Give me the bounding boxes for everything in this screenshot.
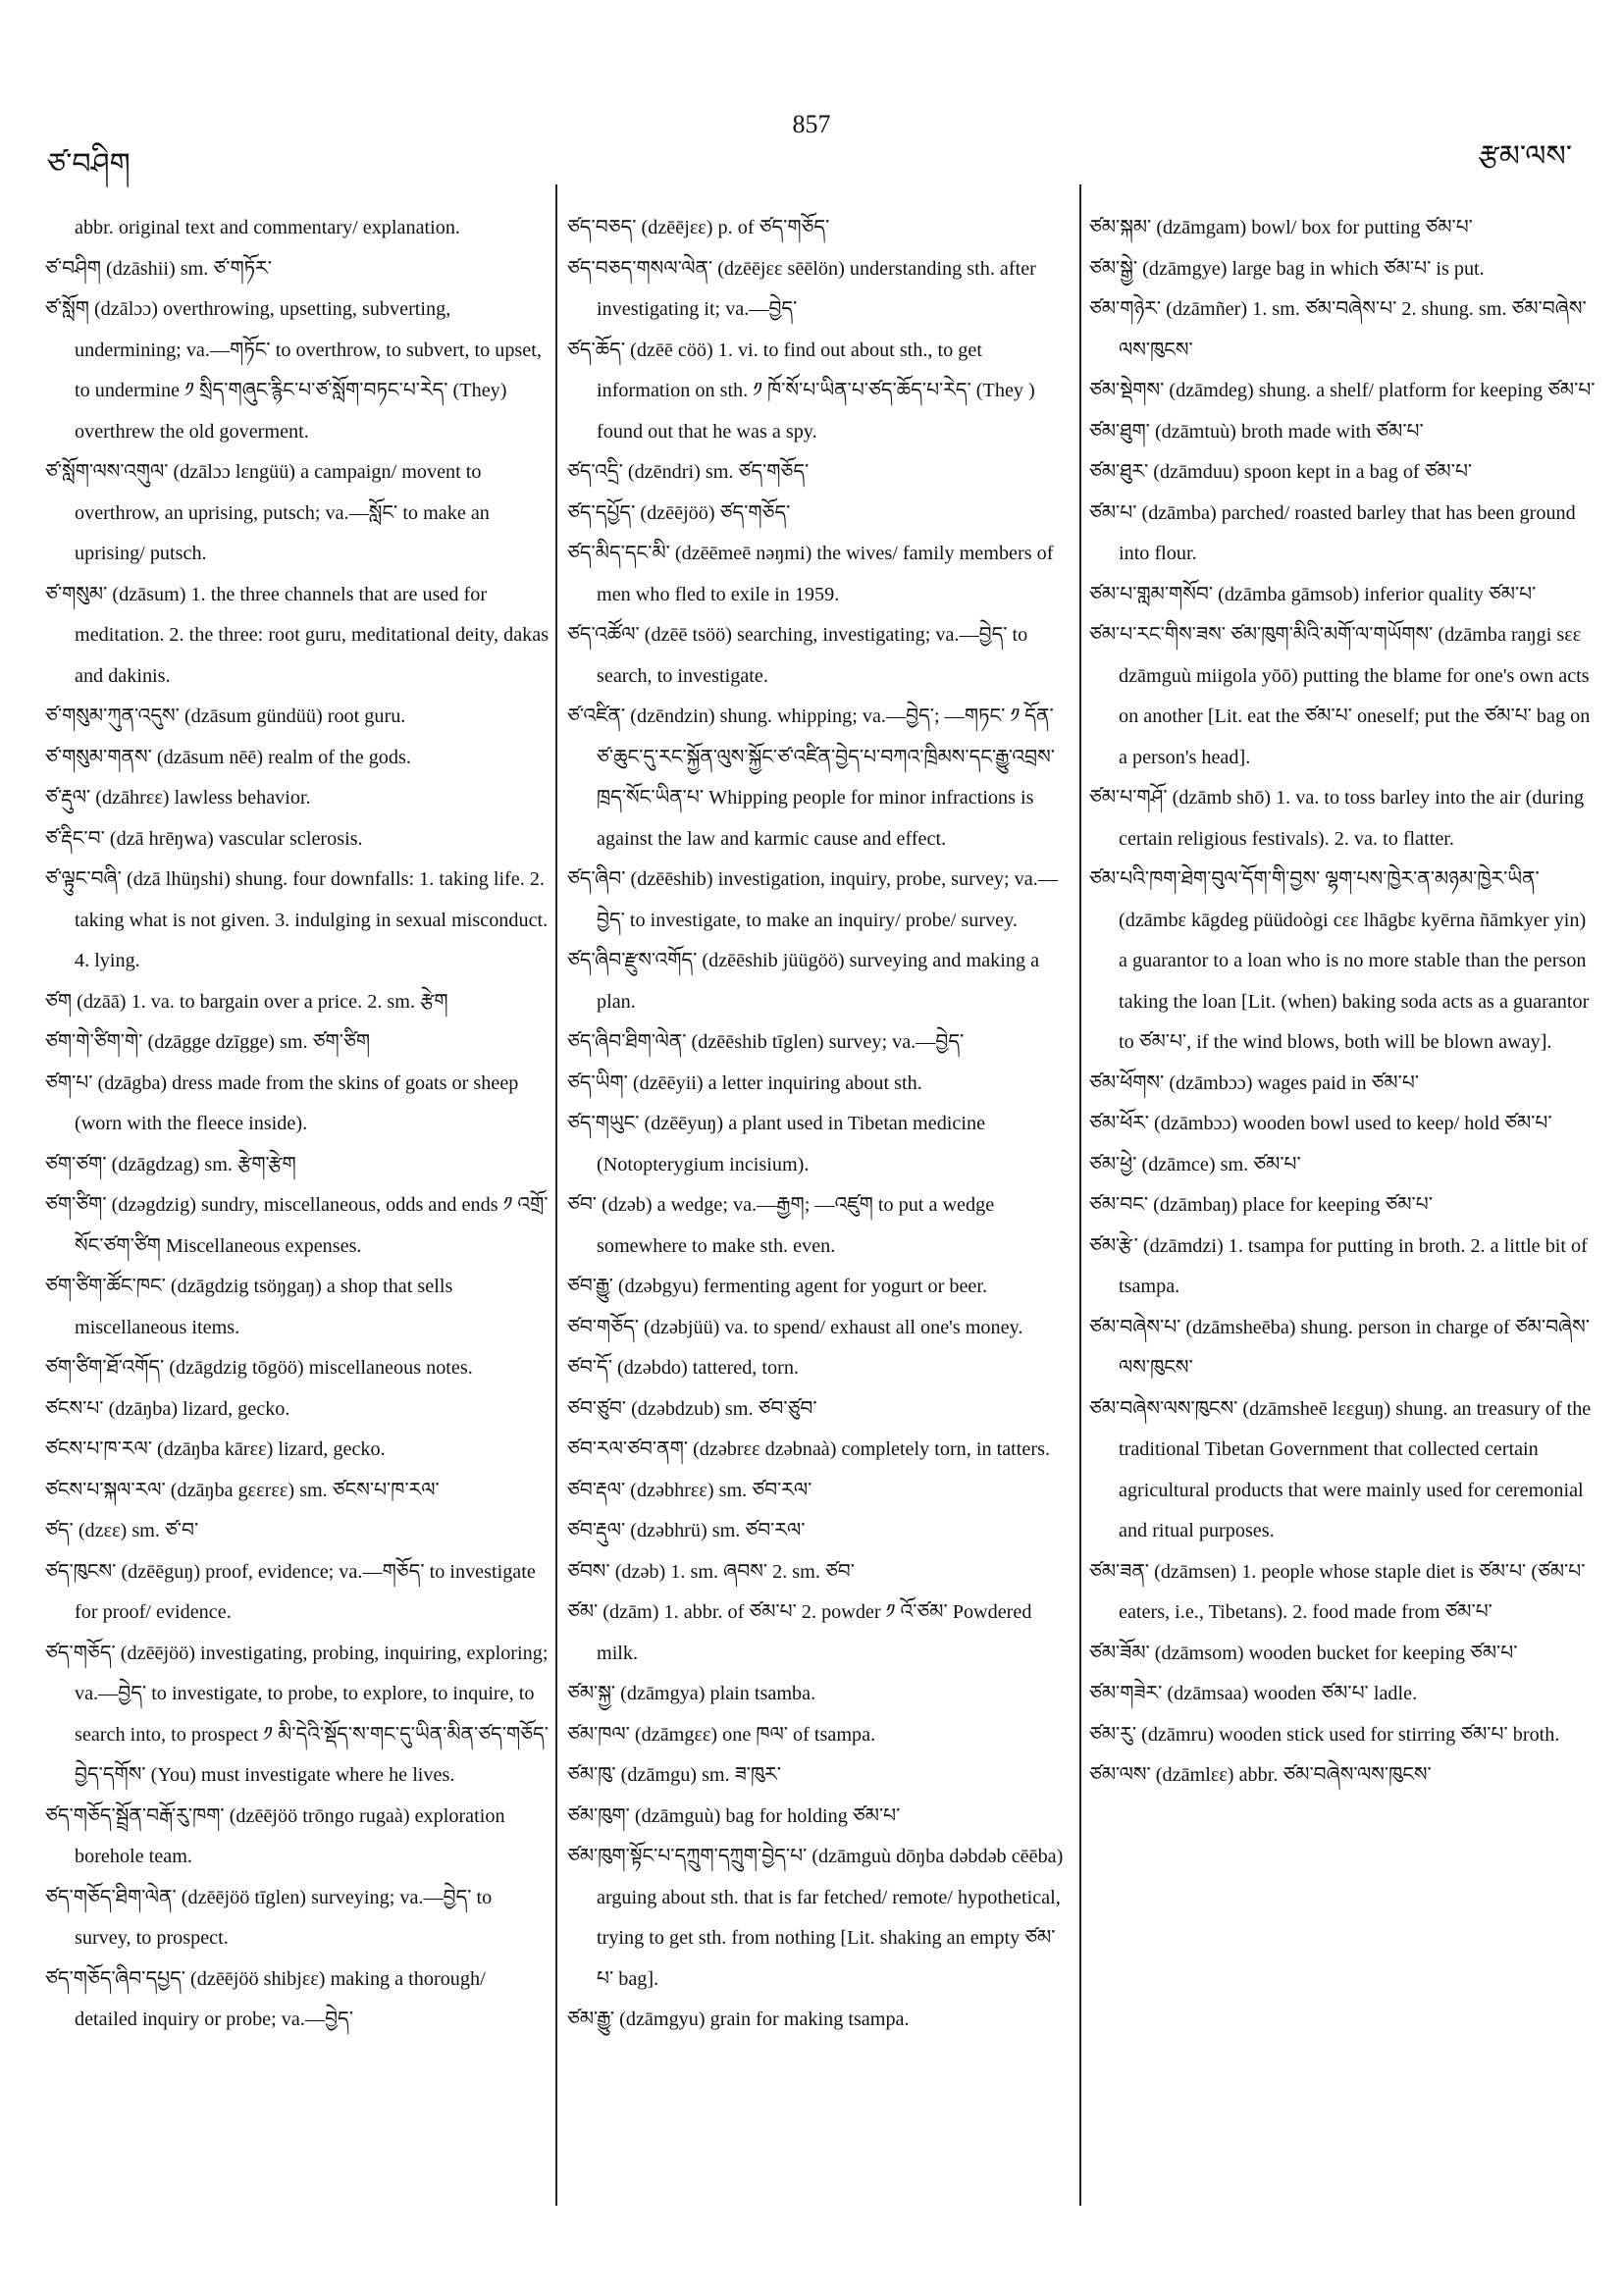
- dictionary-entry: ཙད་ཁུངས་ (dzēēguŋ) proof, evidence; va.—གཅོད་ to investigate for proof/ evidence.: [45, 1560, 536, 1623]
- dictionary-entry: ཙམ་རྒྱུ་ (dzāmgyu) grain for making tsampa.: [567, 2009, 910, 2030]
- dictionary-entry: ཙམ་བཞེས་ལས་ཁུངས་ (dzāmsheē lɛɛguŋ) shung. an treasury of the traditional Tibetan Government that collected certain agricultural products that were mainly used for ceremonial and ritual purposes.: [1089, 1397, 1592, 1541]
- dictionary-entry: ཙམ་ (dzām) 1. abbr. of ཙམ་པ་ 2. powder ༡ འོ་ཙམ་ Powdered milk.: [567, 1601, 1032, 1664]
- dictionary-entry: ཙད་མིད་དང་མི་ (dzēēmeē nəŋmi) the wives/ family members of men who fled to exile in 1959.: [567, 543, 1054, 605]
- dictionary-entry: ཙམ་ཁུག་ (dzāmguù) bag for holding ཙམ་པ་: [567, 1804, 901, 1827]
- dictionary-entry: ཙ་རྡུལ་ (dzāhrɛɛ) lawless behavior.: [45, 787, 311, 809]
- dictionary-entry: ཙད་ཞིབ་ཐིག་ལེན་ (dzēēshib tīglen) survey; va.—བྱེད་: [567, 1031, 965, 1053]
- column-divider: [555, 184, 557, 2206]
- dictionary-entry: ཙམ་སྐྱ་ (dzāmgya) plain tsamba.: [567, 1683, 816, 1704]
- dictionary-entry: ཙ་གསུམ་གནས་ (dzāsum nēē) realm of the gods.: [45, 746, 411, 768]
- dictionary-entry: ཙད་ཞིབ་རྫུས་འགོད་ (dzēēshib jüügöö) surveying and making a plan.: [567, 950, 1040, 1013]
- guide-word-left: ཙ་བཤིག: [47, 148, 131, 181]
- dictionary-entry: ཙམ་ཕོགས་ (dzāmbɔɔ) wages paid in ཙམ་པ་: [1089, 1071, 1420, 1094]
- dictionary-entry: ཙམ་རུ་ (dzāmru) wooden stick used for stirring ཙམ་པ་ broth.: [1089, 1723, 1560, 1746]
- dictionary-entry: ཙ་རྡིང་བ་ (dzā hrēŋwa) vascular sclerosis.: [45, 827, 363, 850]
- dictionary-entry: ཙ་ལྟུང་བཞི་ (dzā lhüŋshi) shung. four downfalls: 1. taking life. 2. taking what is not given. 3. indulging in sexual misconduct. 4. lying.: [45, 868, 549, 971]
- dictionary-entry: ཙད་ཡིག་ (dzēēyii) a letter inquiring about sth.: [567, 1071, 922, 1094]
- dictionary-entry: ཙག་ཙིག་ (dzəgdzig) sundry, miscellaneous, odds and ends ༡ འགྲོ་སོང་ཙག་ཙིག Miscellaneous expenses.: [45, 1194, 549, 1257]
- dictionary-entry: ཙངས་པ་ཁ་རལ་ (dzāŋba kārɛɛ) lizard, gecko.: [45, 1438, 386, 1460]
- dictionary-entry: ཙག་ཙག་ (dzāgdzag) sm. རྩེག་རྩེག: [45, 1153, 296, 1175]
- dictionary-entry: ཙག་གེ་ཙིག་གེ་ (dzāgge dzīgge) sm. ཙག་ཙིག: [45, 1031, 371, 1053]
- dictionary-entry: ཙག་ཙིག་ཚོང་ཁང་ (dzāgdzig tsöŋgaŋ) a shop that sells miscellaneous items.: [45, 1276, 453, 1338]
- dictionary-entry: ཙམ་སྐམ་ (dzāmgam) bowl/ box for putting ཙམ་པ་: [1089, 217, 1473, 238]
- guide-word-right: རྩམ་ལས་: [1478, 140, 1572, 173]
- dictionary-entry: ཙབ་རྡུལ་ (dzəbhrü) sm. ཙབ་རལ་: [567, 1520, 806, 1541]
- dictionary-entry: ཙམ་གཟེར་ (dzāmsaa) wooden ཙམ་པ་ ladle.: [1089, 1683, 1418, 1704]
- dictionary-entry: ཙམ་ཟན་ (dzāmsen) 1. people whose staple diet is ཙམ་པ་ (ཙམ་པ་ eaters, i.e., Tibetans). 2. food made from ཙམ་པ་: [1089, 1560, 1586, 1623]
- column-divider: [1079, 184, 1081, 2206]
- dictionary-entry: ཙབ་རྡལ་ (dzəbhrɛɛ) sm. ཙབ་རལ་: [567, 1479, 812, 1501]
- dictionary-entry: ཙད་ (dzɛɛ) sm. ཙ་བ་: [45, 1520, 199, 1541]
- dictionary-entry: ཙམ་བང་ (dzāmbaŋ) place for keeping ཙམ་པ་: [1089, 1194, 1433, 1216]
- dictionary-entry: ཙད་ཞིབ་ (dzēēshib) investigation, inquiry, probe, survey; va.—བྱེད་ to investigate, to make an inquiry/ probe/ survey.: [567, 868, 1058, 931]
- dictionary-entry: ཙམ་པ་རང་གིས་ཟས་ ཙམ་ཁུག་མིའི་མགོ་ལ་གཡོགས་ (dzāmba raŋgi sɛɛ dzāmguù miigola yōō) putting the blame for one's own acts on another [Lit. eat the ཙམ་པ་ oneself; put the ཙམ་པ་ bag on a person's head].: [1089, 624, 1591, 768]
- dictionary-entry: ཙམ་ཟོམ་ (dzāmsom) wooden bucket for keeping ཙམ་པ་: [1089, 1642, 1518, 1664]
- column-2: [567, 208, 1070, 2041]
- dictionary-entry: ཙམ་གཉེར་ (dzāmñer) 1. sm. ཙམ་བཞེས་པ་ 2. shung. sm. ཙམ་བཞེས་ལས་ཁུངས་: [1089, 298, 1587, 361]
- page-header: [0, 110, 1623, 181]
- dictionary-entry: ཙབས་ (dzəb) 1. sm. ཞབས་ 2. sm. ཙབ་: [567, 1560, 855, 1583]
- dictionary-entry: ཙབ་དོ་ (dzəbdo) tattered, torn.: [567, 1357, 799, 1379]
- dictionary-entry: ཙད་གཅོད་ (dzēējöö) investigating, probing, inquiring, exploring; va.—བྱེད་ to investigate, to probe, to explore, to inquire, to search into, to prospect ༡ མི་དེའི་སྡོད་ས་གང་དུ་ཡིན་མིན་ཙད་གཅོད་བྱེད་དགོས་ (You) must investigate where he lives.: [45, 1642, 549, 1786]
- dictionary-entry: ཙམ་ཁལ་ (dzāmgɛɛ) one ཁལ་ of tsampa.: [567, 1723, 876, 1746]
- dictionary-entry: ཙམ་ཕྱེ་ (dzāmce) sm. ཙམ་པ་: [1089, 1153, 1301, 1175]
- dictionary-entry: ཙད་དཔྱོད་ (dzēējöö) ཙད་གཅོད་: [567, 501, 791, 524]
- dictionary-entry: ཙམ་རྩེ་ (dzāmdzi) 1. tsampa for putting in broth. 2. a little bit of tsampa.: [1089, 1234, 1588, 1297]
- dictionary-entry: ཙབ་ (dzəb) a wedge; va.—རྒྱག; —འཛུག to put a wedge somewhere to make sth. even.: [567, 1194, 995, 1257]
- dictionary-entry: ཙབ་ཙུབ་ (dzəbdzub) sm. ཙབ་ཙུབ་: [567, 1397, 817, 1420]
- dictionary-entry: ཙབ་རྒྱུ་ (dzəbgyu) fermenting agent for yogurt or beer.: [567, 1276, 988, 1297]
- dictionary-entry: ཙམ་པ་གཤོ་ (dzāmb shō) 1. va. to toss barley into the air (during certain religious festivals). 2. va. to flatter.: [1089, 787, 1585, 850]
- dictionary-entry: ཙམ་ཕོར་ (dzāmbɔɔ) wooden bowl used to keep/ hold ཙམ་པ་: [1089, 1113, 1552, 1134]
- dictionary-entry: ཙད་འཚོལ་ (dzēē tsöö) searching, investigating; va.—བྱེད་ to search, to investigate.: [567, 624, 1028, 687]
- dictionary-entry: ཙད་གཡུང་ (dzēēyuŋ) a plant used in Tibetan medicine (Notopterygium incisium).: [567, 1113, 986, 1175]
- dictionary-entry: abbr. original text and commentary/ explanation.: [75, 217, 460, 238]
- dictionary-entry: ཙམ་པ་ (dzāmba) parched/ roasted barley that has been ground into flour.: [1089, 501, 1576, 564]
- dictionary-entry: ཙད་གཅོད་ཞིབ་དཔྱད་ (dzēējöö shibjɛɛ) making a thorough/ detailed inquiry or probe; va.—བྱེད་: [45, 1967, 486, 2030]
- dictionary-entry: ཙམ་ཁུ་ (dzāmgu) sm. ཟ་ཁུར་: [567, 1764, 781, 1786]
- dictionary-entry: ཙད་འདྲི་ (dzēndri) sm. ཙད་གཅོད་: [567, 461, 810, 483]
- dictionary-entry: ཙག་པ་ (dzāgba) dress made from the skins of goats or sheep (worn with the fleece inside).: [45, 1071, 519, 1134]
- dictionary-entry: ཙམ་ཐུར་ (dzāmduu) spoon kept in a bag of ཙམ་པ་: [1089, 461, 1473, 483]
- dictionary-entry: ཙ་སློག (dzālɔɔ) overthrowing, upsetting, subverting, undermining; va.—གཏོང་ to overthrow, to subvert, to upset, to undermine ༡ སྲིད་གཞུང་རྙིང་པ་ཙ་སློག་བཏང་པ་རེད་ (They) overthrew the old goverment.: [45, 298, 542, 443]
- dictionary-entry: ཙམ་ཁུག་སྟོང་པ་དཀྲུག་དཀྲུག་བྱེད་པ་ (dzāmguù dōŋba dəbdəb cēēba) arguing about sth. that is far fetched/ remote/ hypothetical, trying to get sth. from nothing [Lit. shaking an empty ཙམ་པ་ bag].: [567, 1846, 1064, 1990]
- dictionary-entry: ཙད་ཆོད་ (dzēē cöö) 1. vi. to find out about sth., to get information on sth. ༡ ཁོ་སོ་པ་ཡིན་པ་ཙད་ཆོད་པ་རེད་ (They ) found out that he was a spy.: [567, 339, 1035, 443]
- dictionary-entry: ཙམ་སྒྱེ་ (dzāmgye) large bag in which ཙམ་པ་ is put.: [1089, 257, 1485, 280]
- dictionary-entry: ཙམ་ལས་ (dzāmlɛɛ) abbr. ཙམ་བཞེས་ལས་ཁུངས་: [1089, 1764, 1432, 1786]
- dictionary-entry: ཙབ་གཅོད་ (dzəbjüü) va. to spend/ exhaust all one's money.: [567, 1316, 1023, 1338]
- column-3: [1089, 208, 1597, 1797]
- dictionary-entry: ཙབ་རལ་ཙབ་ནག་ (dzəbrɛɛ dzəbnaà) completely torn, in tatters.: [567, 1438, 1050, 1460]
- dictionary-entry: ཙ་བཤིག (dzāshii) sm. ཙ་གཏོར་: [45, 257, 272, 280]
- dictionary-entry: ཙམ་པའི་ཁག་ཐེག་བུལ་དོག་གི་བྱས་ ལྷག་པས་ཁྱེར་ན་མཉམ་ཁྱེར་ཡིན་ (dzāmbɛ kāgdeg püüdoògi cɛɛ lhāgbɛ kyērna ñāmkyer yin) a guarantor to a loan who is no more stable than the person taking the loan [Lit. (when) baking soda acts as a guarantor to ཙམ་པ་, if the wind blows, both will be blown away].: [1089, 868, 1590, 1053]
- dictionary-entry: ཙམ་ཐུག་ (dzāmtuù) broth made with ཙམ་པ་: [1089, 420, 1424, 443]
- dictionary-entry: ཙ་སློག་ལས་འགུལ་ (dzālɔɔ lɛngüü) a campaign/ movent to overthrow, an uprising, putsch; va.—སློང་ to make an uprising/ putsch.: [45, 461, 490, 564]
- dictionary-entry: ཙངས་པ་སྐལ་རལ་ (dzāŋba gɛɛrɛɛ) sm. ཙངས་པ་ཁ་རལ་: [45, 1479, 440, 1501]
- dictionary-entry: ཙད་གཅོད་ཐིག་ལེན་ (dzēējöö tīglen) surveying; va.—བྱེད་ to survey, to prospect.: [45, 1886, 493, 1949]
- column-1: [45, 208, 550, 2041]
- dictionary-entry: ཙད་བཅད་ (dzēējɛɛ) p. of ཙད་གཅོད་: [567, 217, 830, 238]
- dictionary-entry: ཙད་བཅད་གསལ་ལེན་ (dzēējɛɛ sēēlön) understanding sth. after investigating it; va.—བྱེད་: [567, 257, 1036, 320]
- dictionary-entry: ཙ་གསུམ་ (dzāsum) 1. the three channels that are used for meditation. 2. the three: root guru, meditational deity, dakas and dakinis.: [45, 583, 550, 687]
- page-number: 857: [792, 110, 831, 138]
- dictionary-entry: ཙད་གཅོད་སྦྲོན་བརྒོ་རུ་ཁག་ (dzēējöö trōngo rugaà) exploration borehole team.: [45, 1804, 505, 1867]
- dictionary-entry: ཙག་ཙིག་ཐོ་འགོད་ (dzāgdzig tōgöö) miscellaneous notes.: [45, 1357, 473, 1379]
- dictionary-entry: ཙངས་པ་ (dzāŋba) lizard, gecko.: [45, 1397, 290, 1420]
- dictionary-entry: ཙ་འཛིན་ (dzēndzin) shung. whipping; va.—བྱེད་; —གཏང་ ༡ དོན་ཙ་ཆུང་དུ་རང་སྐྱོན་ལུས་སྐྱོང་ཙ་འཛིན་བྱེད་པ་བཀའ་ཁྲིམས་དང་རྒྱུ་འབྲས་ཁྲད་སོང་ཡིན་པ་ Whipping people for minor infractions is against the law and karmic cause and effect.: [567, 705, 1055, 850]
- dictionary-entry: ཙ་གསུམ་ཀུན་འདུས་ (dzāsum gündüü) root guru.: [45, 705, 406, 727]
- dictionary-entry: ཙམ་སྡེགས་ (dzāmdeg) shung. a shelf/ platform for keeping ཙམ་པ་: [1089, 380, 1596, 401]
- dictionary-entry: ཙག (dzāā) 1. va. to bargain over a price. 2. sm. རྩེག: [45, 990, 448, 1013]
- dictionary-entry: ཙམ་པ་གླམ་གསོབ་ (dzāmba gāmsob) inferior quality ཙམ་པ་: [1089, 583, 1537, 605]
- dictionary-entry: ཙམ་བཞེས་པ་ (dzāmsheēba) shung. person in charge of ཙམ་བཞེས་ལས་ཁུངས་: [1089, 1316, 1591, 1379]
